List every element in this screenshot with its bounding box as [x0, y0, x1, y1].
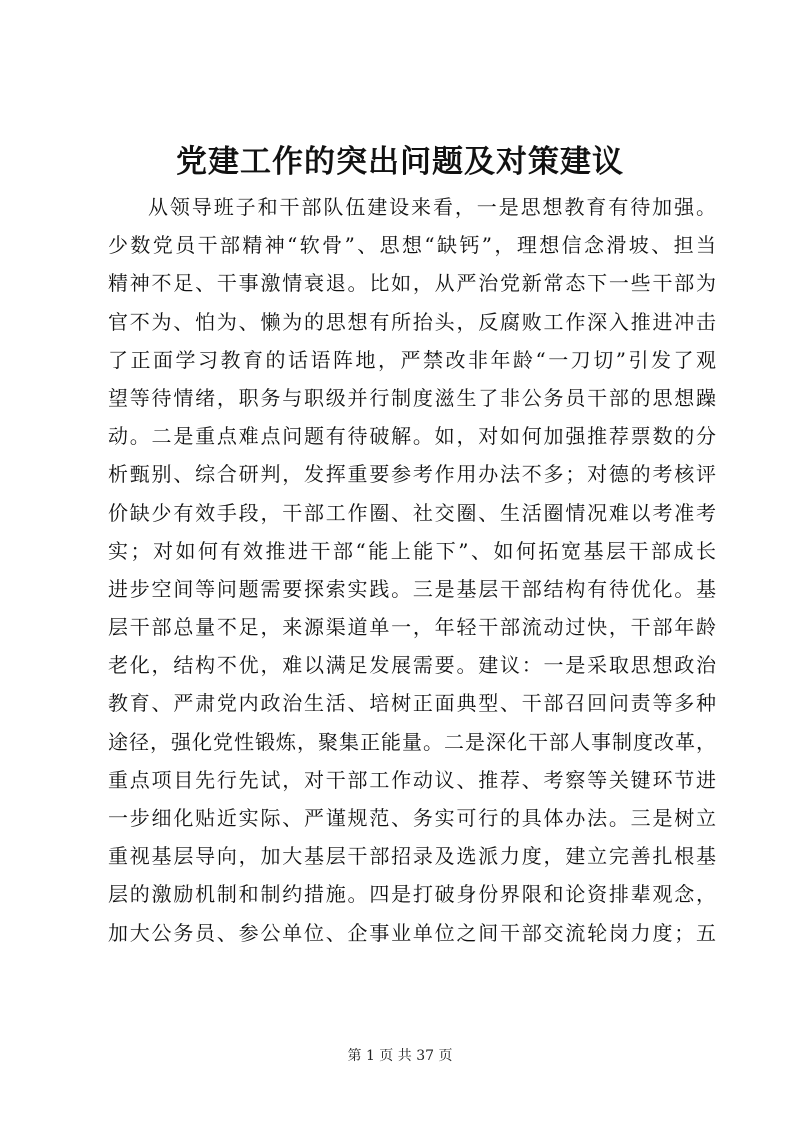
body-line: 价缺少有效手段，干部工作圈、社交圈、生活圈情况难以考准考	[108, 500, 716, 525]
body-line: 加大公务员、参公单位、企事业单位之间干部交流轮岗力度；五	[108, 920, 716, 945]
page-number-footer: 第 1 页 共 37 页	[347, 1048, 453, 1064]
body-line: 官不为、怕为、懒为的思想有所抬头，反腐败工作深入推进冲击	[108, 309, 716, 334]
body-line: 从领导班子和干部队伍建设来看，一是思想教育有待加强。	[148, 195, 716, 219]
body-line: 途径，强化党性锻炼，聚集正能量。二是深化干部人事制度改革，	[108, 729, 716, 754]
body-line: 少数党员干部精神“软骨”、思想“缺钙”，理想信念滑坡、担当	[108, 233, 716, 258]
body-line: 教育、严肃党内政治生活、培树正面典型、干部召回问责等多种	[108, 691, 716, 716]
body-line: 重点项目先行先试，对干部工作动议、推荐、考察等关键环节进	[108, 767, 716, 792]
body-line: 进步空间等问题需要探索实践。三是基层干部结构有待优化。基	[108, 576, 716, 601]
body-line: 一步细化贴近实际、严谨规范、务实可行的具体办法。三是树立	[108, 806, 716, 830]
body-line: 实；对如何有效推进干部“能上能下”、如何拓宽基层干部成长	[108, 538, 716, 563]
body-line: 析甄别、综合研判，发挥重要参考作用办法不多；对德的考核评	[108, 462, 716, 487]
body-line: 动。二是重点难点问题有待破解。如，对如何加强推荐票数的分	[108, 424, 716, 449]
document-body	[108, 188, 716, 952]
body-line: 层干部总量不足，来源渠道单一，年轻干部流动过快，干部年龄	[108, 615, 716, 640]
body-line: 老化，结构不优，难以满足发展需要。建议：一是采取思想政治	[108, 653, 716, 678]
body-line: 了正面学习教育的话语阵地，严禁改非年龄“一刀切”引发了观	[108, 347, 716, 372]
body-line: 重视基层导向，加大基层干部招录及选派力度，建立完善扎根基	[108, 844, 716, 869]
document-title: 党建工作的突出问题及对策建议	[176, 144, 624, 180]
body-line: 精神不足、干事激情衰退。比如，从严治党新常态下一些干部为	[108, 271, 716, 296]
body-line: 望等待情绪，职务与职级并行制度滋生了非公务员干部的思想躁	[108, 385, 716, 410]
body-line: 层的激励机制和制约措施。四是打破身份界限和论资排辈观念，	[108, 882, 716, 907]
